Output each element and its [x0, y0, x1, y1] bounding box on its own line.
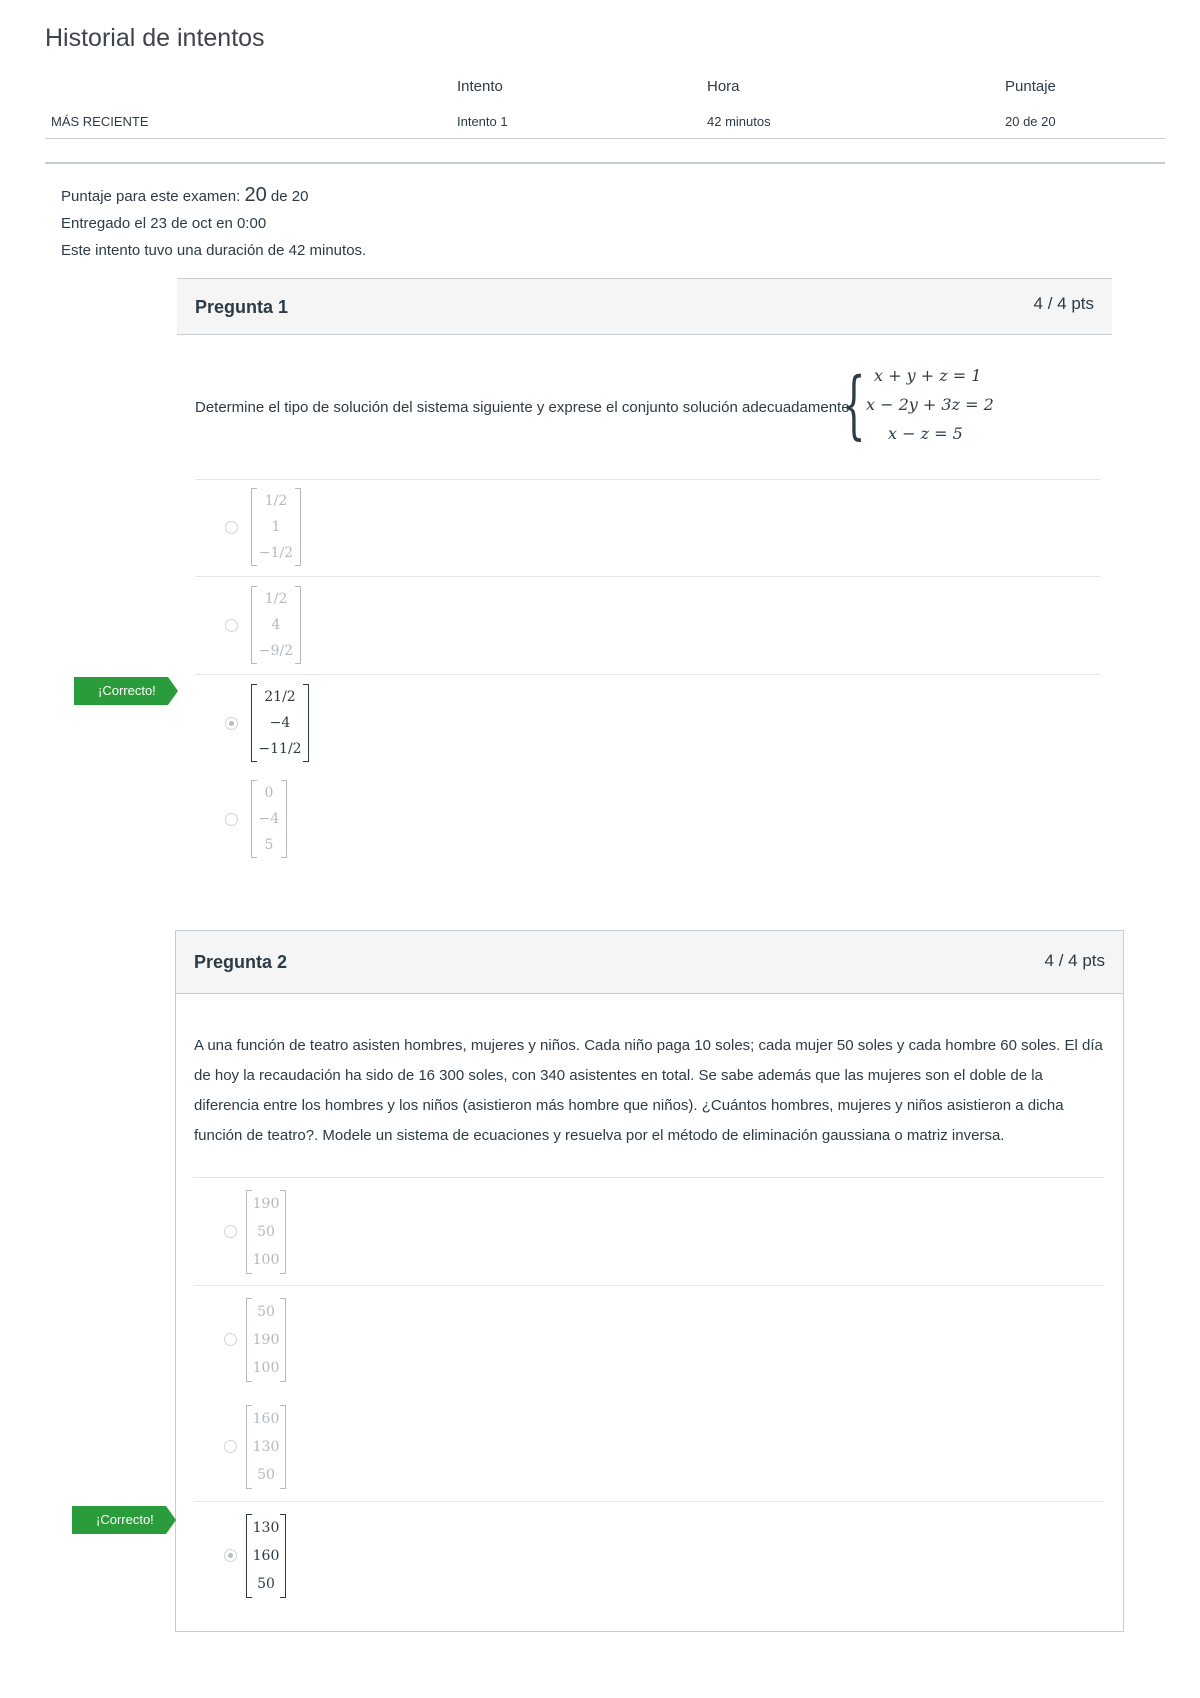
answer-option[interactable]: [194, 1393, 1104, 1501]
matrix-cell: −9/2: [258, 643, 294, 659]
question-title: Pregunta 2: [194, 952, 288, 972]
answer-matrix: [251, 488, 301, 566]
answer-option-correct[interactable]: [194, 1501, 1104, 1610]
matrix-cell: 1/2: [264, 493, 288, 509]
answer-matrix: [251, 684, 309, 762]
answer-option[interactable]: [195, 576, 1100, 674]
matrix-cell: 21/2: [264, 689, 296, 705]
divider: [45, 162, 1165, 164]
question-2: [175, 930, 1124, 1632]
equation-3: x − z = 5: [888, 424, 963, 443]
score-suffix: de 20: [266, 188, 309, 205]
answer-option[interactable]: [194, 1177, 1104, 1286]
answer-radio-selected[interactable]: [225, 717, 238, 730]
matrix-cell: −1/2: [258, 545, 294, 561]
matrix-cell: 130: [252, 1439, 280, 1455]
table-header: [45, 70, 1165, 104]
matrix-cell: 50: [257, 1576, 275, 1592]
answer-matrix: [246, 1298, 286, 1382]
answer-option[interactable]: [194, 1285, 1104, 1394]
answer-matrix: [251, 780, 287, 858]
answer-radio[interactable]: [225, 521, 238, 534]
answer-option[interactable]: [195, 771, 1100, 868]
matrix-cell: 190: [252, 1332, 280, 1348]
correct-badge: ¡Correcto!: [72, 1506, 166, 1534]
column-score: Puntaje: [1005, 78, 1056, 95]
attempt-score: 20 de 20: [1005, 114, 1056, 129]
score-prefix: Puntaje para este examen:: [61, 188, 245, 205]
matrix-cell: 190: [252, 1196, 280, 1212]
matrix-cell: −11/2: [258, 741, 302, 757]
system-brace: {: [842, 362, 866, 448]
table-row: [45, 104, 1165, 139]
answer-radio[interactable]: [225, 813, 238, 826]
matrix-cell: 100: [252, 1360, 280, 1376]
matrix-cell: −4: [269, 715, 291, 731]
question-header: [177, 279, 1112, 335]
column-time: Hora: [707, 78, 740, 95]
exam-summary: [61, 182, 366, 264]
answer-radio[interactable]: [224, 1333, 237, 1346]
matrix-cell: 100: [252, 1252, 280, 1268]
question-points: 4 / 4 pts: [1033, 294, 1094, 313]
matrix-cell: 160: [252, 1548, 280, 1564]
answer-radio[interactable]: [224, 1440, 237, 1453]
question-text: A una función de teatro asisten hombres, mujeres y niños. Cada niño paga 10 soles; cada mujer 50 soles y cada hombre 60 soles. El día de hoy la recaudación ha sido de 16 300 soles, con 340 asistentes en total. Se sabe además que las mujeres son el doble de la diferencia entre los hombres y los niños (asistieron más hombre que niños). ¿Cuántos hombres, mujeres y niños asistieron a dicha función de teatro?. Modele un sistema de ecuaciones y resuelva por el método de eliminación gaussiana o matriz inversa.: [194, 1037, 1103, 1144]
answer-option[interactable]: [195, 479, 1100, 576]
question-text: Determine el tipo de solución del sistema siguiente y exprese el conjunto solución adecuadamente: [195, 399, 850, 416]
correct-badge: ¡Correcto!: [74, 677, 168, 705]
answer-matrix: [246, 1405, 286, 1489]
attempt-link[interactable]: Intento 1: [457, 114, 508, 129]
matrix-cell: 5: [264, 837, 274, 853]
answer-matrix: [246, 1190, 286, 1274]
matrix-cell: 50: [257, 1467, 275, 1483]
equation-2: x − 2y + 3z = 2: [866, 395, 994, 414]
matrix-cell: 50: [257, 1304, 275, 1320]
matrix-cell: 50: [257, 1224, 275, 1240]
equation-system: [842, 362, 1012, 452]
matrix-cell: 160: [252, 1411, 280, 1427]
answer-radio[interactable]: [225, 619, 238, 632]
column-attempt: Intento: [457, 78, 503, 95]
question-header: [176, 931, 1123, 994]
attempt-duration: Este intento tuvo una duración de 42 minutos.: [61, 242, 367, 259]
attempt-history-table: [45, 70, 1165, 139]
matrix-cell: 1/2: [264, 591, 288, 607]
submitted-date: Entregado el 23 de oct en 0:00: [61, 215, 267, 232]
matrix-cell: 130: [252, 1520, 280, 1536]
answer-matrix: [246, 1514, 286, 1598]
exam-score: [61, 182, 366, 210]
question-title: Pregunta 1: [195, 297, 289, 317]
answer-radio[interactable]: [224, 1225, 237, 1238]
matrix-cell: 0: [264, 785, 274, 801]
answer-radio-selected[interactable]: [224, 1549, 237, 1562]
equation-1: x + y + z = 1: [874, 366, 982, 385]
row-label: MÁS RECIENTE: [51, 114, 149, 129]
matrix-cell: 1: [271, 519, 281, 535]
score-value: 20: [244, 184, 267, 206]
attempt-time: 42 minutos: [707, 114, 771, 129]
page-title: Historial de intentos: [45, 24, 265, 52]
answer-option-correct[interactable]: [195, 674, 1100, 772]
matrix-cell: 4: [271, 617, 281, 633]
matrix-cell: −4: [258, 811, 280, 827]
answer-matrix: [251, 586, 301, 664]
question-points: 4 / 4 pts: [1044, 951, 1105, 970]
